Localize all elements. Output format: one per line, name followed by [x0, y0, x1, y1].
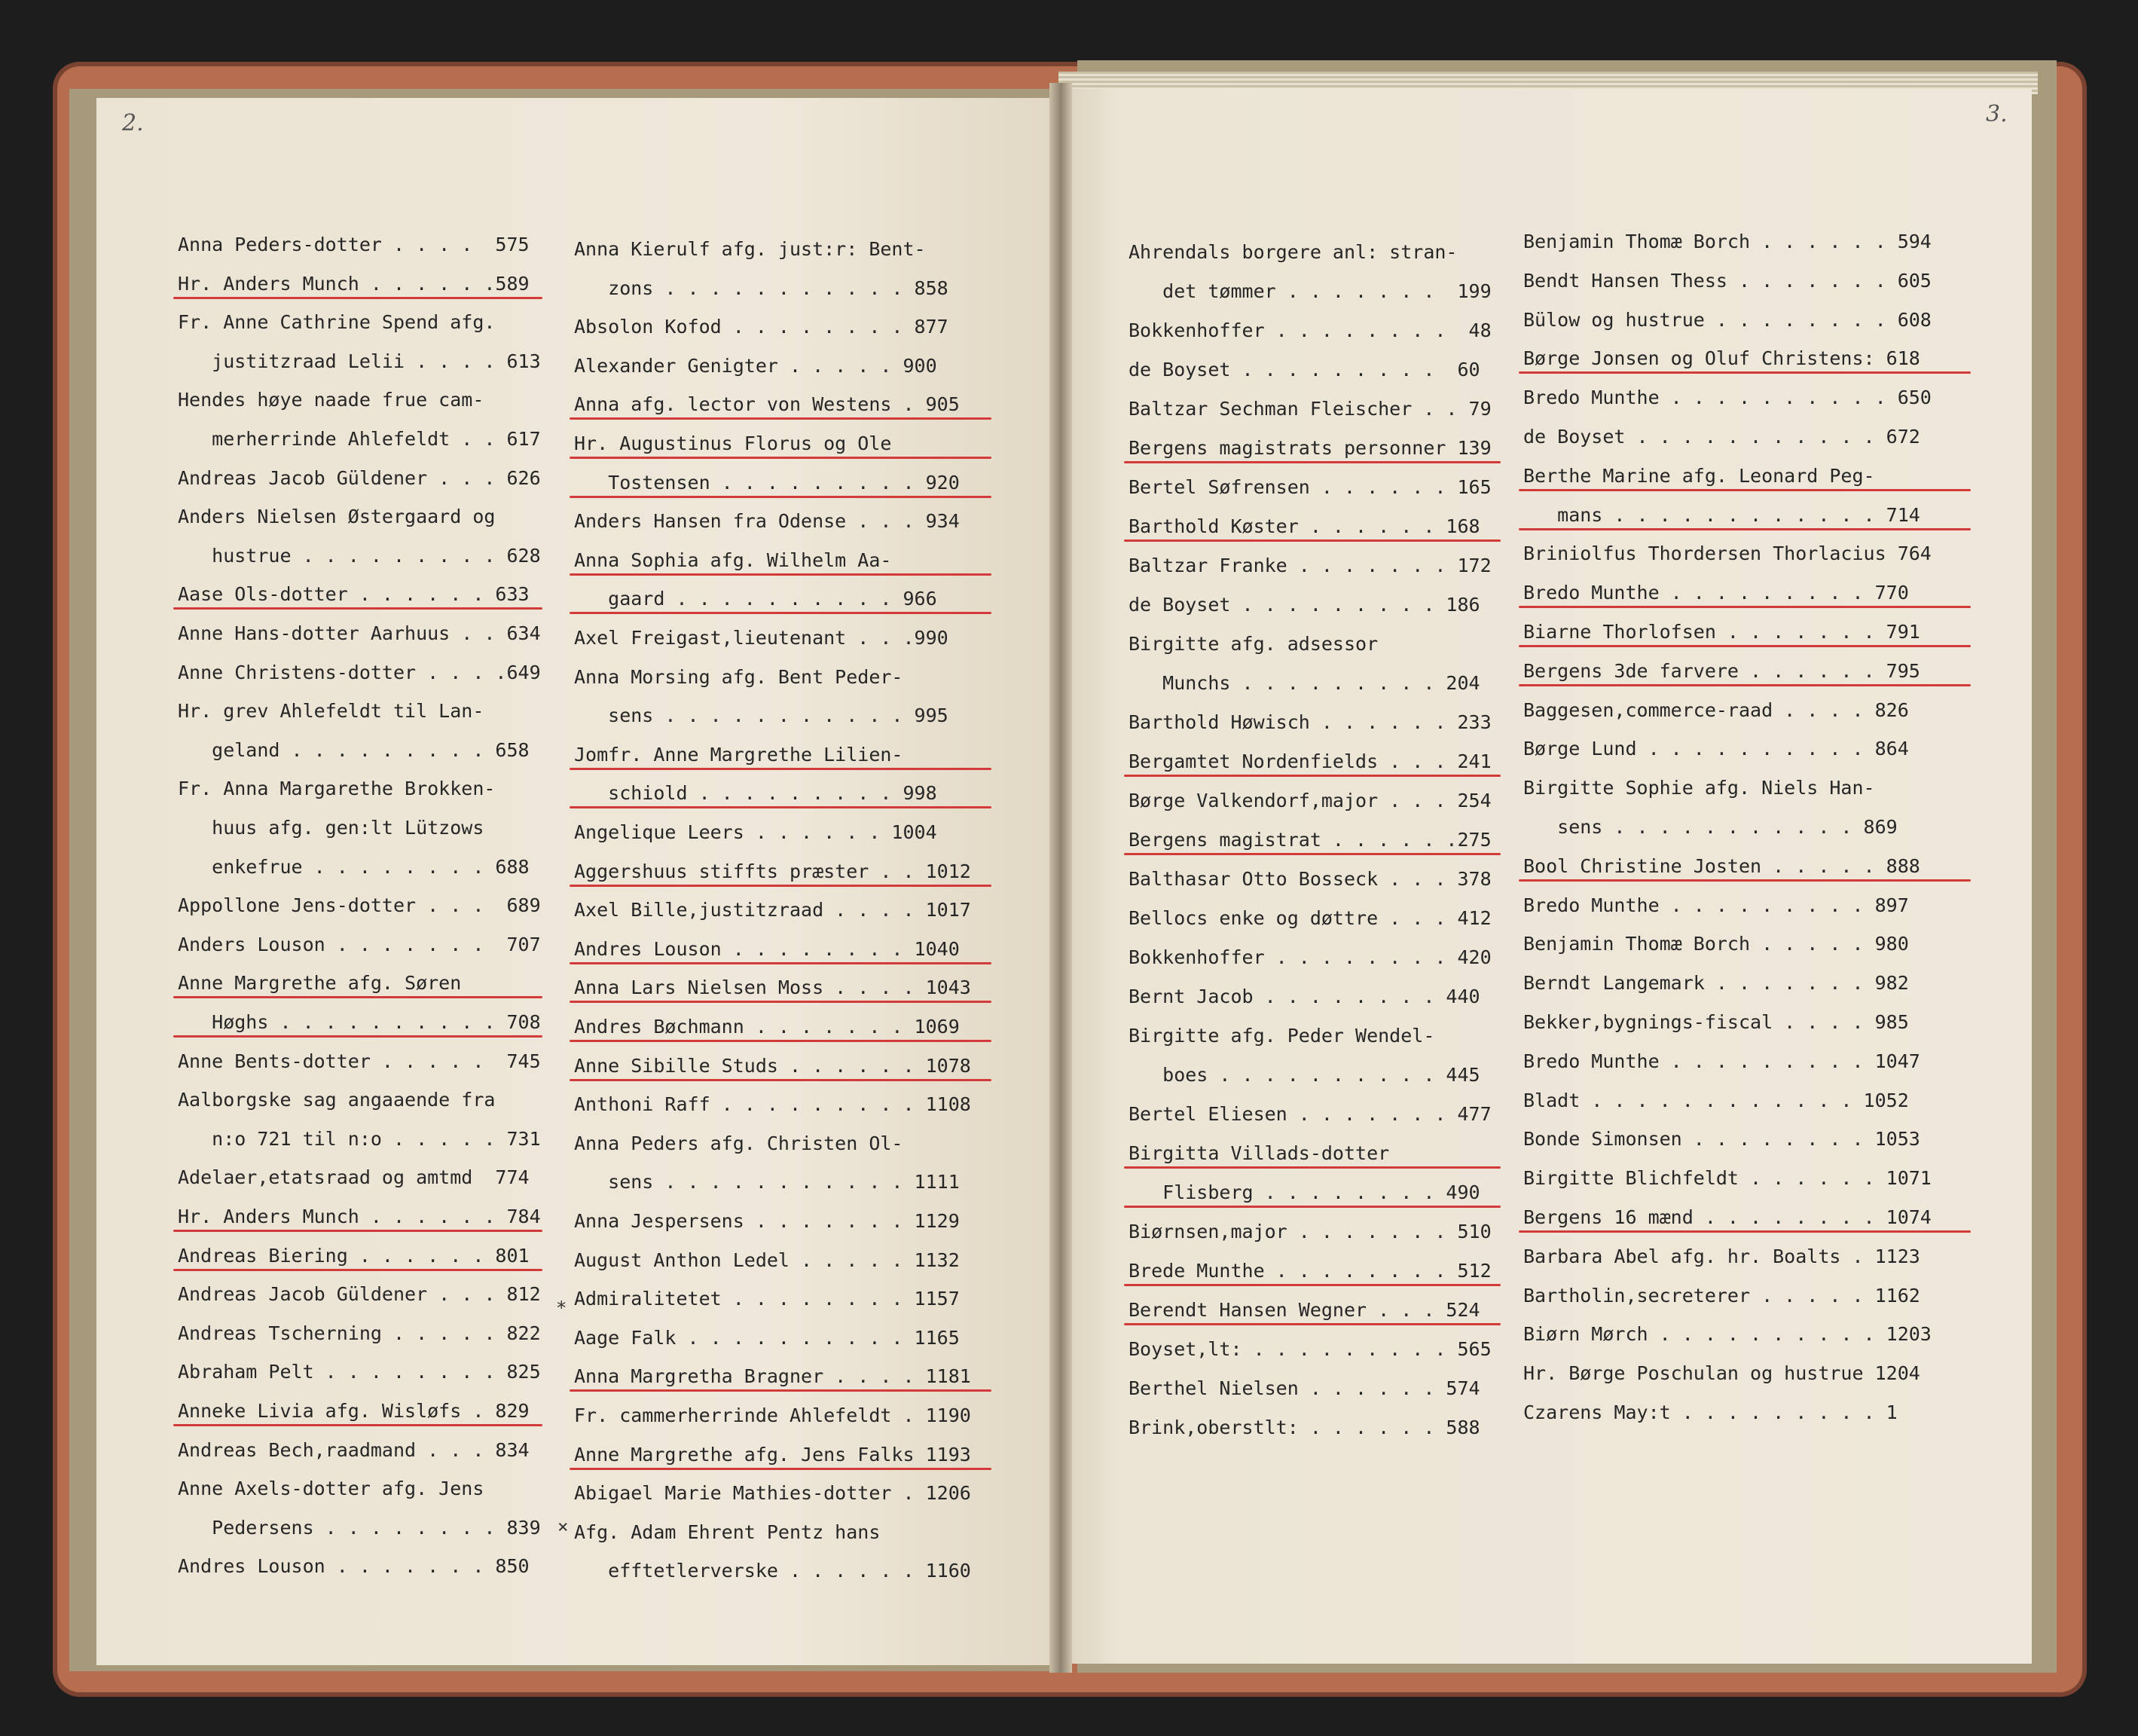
index-entry: Abraham Pelt . . . . . . . . 825 [178, 1361, 541, 1383]
index-entry: Appollone Jens-dotter . . . 689 [178, 894, 541, 917]
index-entry: Børge Jonsen og Oluf Christens: 618 [1523, 347, 1920, 370]
index-entry: Andreas Jacob Güldener . . . 626 [178, 466, 541, 489]
red-underline [570, 1079, 991, 1081]
index-entry: Bredo Munthe . . . . . . . . . 770 [1523, 582, 1909, 604]
index-entry: Andres Louson . . . . . . . . 1040 [574, 937, 960, 960]
red-underline [1124, 1284, 1501, 1286]
red-underline [1519, 879, 1971, 882]
red-underline [1124, 1323, 1501, 1325]
red-underline [570, 768, 991, 770]
index-entry: Absolon Kofod . . . . . . . . 877 [574, 316, 948, 338]
index-entry: merherrinde Ahlefeldt . . 617 [178, 428, 541, 450]
index-entry: Hr. Anders Munch . . . . . .589 [178, 272, 530, 295]
index-entry: gaard . . . . . . . . . . 966 [574, 588, 937, 610]
index-entry: Birgitte afg. adsessor [1129, 633, 1379, 655]
index-entry: Bernt Jacob . . . . . . . . 440 [1129, 986, 1480, 1007]
right-page-number: 3. [1986, 101, 2008, 127]
red-underline [570, 457, 991, 459]
red-underline [570, 1040, 991, 1042]
index-entry: Anna Morsing afg. Bent Peder- [574, 665, 903, 688]
index-entry: sens . . . . . . . . . . . 995 [574, 704, 948, 727]
index-entry: Brede Munthe . . . . . . . . 512 [1129, 1260, 1492, 1282]
red-underline [1519, 606, 1971, 608]
index-entry: Alexander Genigter . . . . . 900 [574, 354, 937, 377]
index-entry: Baltzar Franke . . . . . . . 172 [1129, 555, 1492, 576]
index-entry: Balthasar Otto Bosseck . . . 378 [1129, 868, 1492, 890]
index-entry: Bergens magistrats personner 139 [1129, 437, 1492, 459]
index-entry: Bool Christine Josten . . . . . 888 [1523, 854, 1920, 877]
index-entry: Czarens May:t . . . . . . . . . 1 [1523, 1401, 1898, 1423]
index-entry: Abigael Marie Mathies-dotter . 1206 [574, 1482, 971, 1505]
red-underline [173, 1230, 542, 1232]
red-underline [570, 806, 991, 808]
red-underline [1124, 539, 1501, 542]
index-entry: Anne Sibille Studs . . . . . . 1078 [574, 1054, 971, 1077]
index-entry: Barbara Abel afg. hr. Boalts . 1123 [1523, 1245, 1920, 1267]
index-entry: Bergens 16 mænd . . . . . . . . 1074 [1523, 1206, 1932, 1228]
index-entry: Anders Louson . . . . . . . 707 [178, 933, 541, 955]
index-entry: Bredo Munthe . . . . . . . . . 897 [1523, 894, 1909, 916]
index-entry: Andreas Biering . . . . . . 801 [178, 1244, 530, 1267]
index-entry: Aalborgske sag angaaende fra [178, 1089, 496, 1111]
red-underline [1519, 528, 1971, 530]
index-entry: Hr. Anders Munch . . . . . . 784 [178, 1206, 541, 1227]
index-entry: Anna Margretha Bragner . . . . 1181 [574, 1365, 971, 1388]
index-entry: Admiralitetet . . . . . . . . 1157 [574, 1288, 960, 1310]
index-entry: boes . . . . . . . . . . 445 [1129, 1064, 1480, 1086]
index-entry: Hr. Augustinus Florus og Ole [574, 432, 892, 454]
index-entry: Afg. Adam Ehrent Pentz hans [574, 1521, 881, 1543]
red-underline [173, 1424, 542, 1426]
index-entry: Andres Louson . . . . . . . 850 [178, 1555, 530, 1578]
index-entry: Birgitte Sophie afg. Niels Han- [1523, 777, 1875, 799]
index-entry: de Boyset . . . . . . . . . 186 [1129, 594, 1480, 616]
index-entry: geland . . . . . . . . . 658 [178, 738, 530, 761]
red-underline [1519, 645, 1971, 647]
index-entry: Birgitta Villads-dotter [1129, 1142, 1390, 1164]
red-underline [1124, 775, 1501, 777]
index-entry: Anne Margrethe afg. Søren [178, 972, 462, 995]
index-entry: Flisberg . . . . . . . . 490 [1129, 1181, 1480, 1203]
index-entry: Bertel Eliesen . . . . . . . 477 [1129, 1103, 1492, 1125]
index-entry: Biørnsen,major . . . . . . . 510 [1129, 1221, 1492, 1242]
index-entry: Bergens magistrat . . . . . .275 [1129, 829, 1492, 851]
index-entry: Bokkenhoffer . . . . . . . . 48 [1129, 319, 1492, 341]
index-entry: Aase Ols-dotter . . . . . . 633 [178, 583, 530, 606]
index-entry: Ahrendals borgere anl: stran- [1129, 241, 1458, 263]
index-entry: Anne Christens-dotter . . . .649 [178, 661, 541, 683]
index-entry: Bartholin,secreterer . . . . . 1162 [1523, 1284, 1920, 1307]
index-entry: justitzraad Lelii . . . . 613 [178, 350, 541, 372]
index-entry: Barthold Høwisch . . . . . . 233 [1129, 711, 1492, 733]
index-entry: Anne Hans-dotter Aarhuus . . 634 [178, 622, 541, 644]
index-entry: Fr. Anne Cathrine Spend afg. [178, 311, 496, 334]
left-page-number: 2. [122, 110, 144, 136]
red-underline [1519, 684, 1971, 686]
index-entry: Benjamin Thomæ Borch . . . . . 980 [1523, 933, 1909, 955]
index-entry: Andreas Bech,raadmand . . . 834 [178, 1438, 530, 1461]
index-entry: schiold . . . . . . . . . 998 [574, 782, 937, 805]
index-entry: Baggesen,commerce-raad . . . . 826 [1523, 698, 1909, 721]
index-entry: Anna Peders afg. Christen Ol- [574, 1132, 903, 1154]
index-entry: Tostensen . . . . . . . . . 920 [574, 471, 960, 494]
index-entry: Anna Lars Nielsen Moss . . . . 1043 [574, 976, 971, 999]
index-entry: efftetlerverske . . . . . . 1160 [574, 1560, 971, 1582]
index-entry: huus afg. gen:lt Lützows [178, 817, 484, 839]
index-entry: Berthel Nielsen . . . . . . 574 [1129, 1377, 1480, 1399]
index-entry: Anna afg. lector von Westens . 905 [574, 393, 960, 416]
index-entry: Bergens 3de farvere . . . . . . 795 [1523, 659, 1920, 682]
book-gutter [1049, 83, 1072, 1673]
red-underline [570, 612, 991, 614]
index-entry: Birgitte afg. Peder Wendel- [1129, 1025, 1435, 1047]
index-entry: det tømmer . . . . . . . 199 [1129, 280, 1492, 302]
index-entry: Bendt Hansen Thess . . . . . . . 605 [1523, 269, 1932, 292]
index-entry: Benjamin Thomæ Borch . . . . . . 594 [1523, 231, 1932, 252]
red-underline [1519, 1230, 1971, 1233]
index-entry: Aage Falk . . . . . . . . . . 1165 [574, 1326, 960, 1349]
index-entry: Berndt Langemark . . . . . . . 982 [1523, 972, 1909, 995]
index-entry: Andreas Tscherning . . . . . 822 [178, 1322, 541, 1344]
index-entry: Bellocs enke og døttre . . . 412 [1129, 907, 1492, 929]
index-entry: Bergamtet Nordenfields . . . 241 [1129, 750, 1492, 772]
index-entry: Fr. cammerherrinde Ahlefeldt . 1190 [574, 1404, 971, 1426]
index-entry: Fr. Anna Margarethe Brokken- [178, 778, 496, 800]
index-entry: August Anthon Ledel . . . . . 1132 [574, 1249, 960, 1271]
index-entry: Bekker,bygnings-fiscal . . . . 985 [1523, 1011, 1909, 1033]
index-entry: Bredo Munthe . . . . . . . . . . 650 [1523, 387, 1932, 409]
index-entry: sens . . . . . . . . . . . 1111 [574, 1171, 960, 1194]
index-entry: Anna Peders-dotter . . . . 575 [178, 234, 530, 255]
index-entry: de Boyset . . . . . . . . . 60 [1129, 359, 1480, 381]
index-entry: Hr. grev Ahlefeldt til Lan- [178, 700, 484, 723]
index-entry: Briniolfus Thordersen Thorlacius 764 [1523, 542, 1932, 565]
red-underline [173, 297, 542, 299]
index-entry: enkefrue . . . . . . . . 688 [178, 855, 530, 878]
index-entry: Boyset,lt: . . . . . . . . . 565 [1129, 1338, 1492, 1360]
index-entry: Baltzar Sechman Fleischer . . 79 [1129, 398, 1492, 420]
red-underline [1519, 489, 1971, 491]
index-entry: Bokkenhoffer . . . . . . . . 420 [1129, 946, 1492, 968]
red-underline [1124, 853, 1501, 855]
index-entry: Bülow og hustrue . . . . . . . . 608 [1523, 308, 1932, 331]
index-entry: Høghs . . . . . . . . . . 708 [178, 1011, 541, 1033]
red-underline [570, 1001, 991, 1003]
cross-mark: × [557, 1516, 569, 1537]
index-entry: Berthe Marine afg. Leonard Peg- [1523, 464, 1875, 487]
index-entry: Aggershuus stiffts præster . . 1012 [574, 860, 971, 882]
index-entry: Barthold Køster . . . . . . 168 [1129, 515, 1480, 537]
index-entry: Bladt . . . . . . . . . . . . 1052 [1523, 1089, 1909, 1111]
index-entry: Axel Bille,justitzraad . . . . 1017 [574, 899, 971, 921]
index-entry: Biørn Mørch . . . . . . . . . . 1203 [1523, 1323, 1932, 1346]
red-underline [1124, 1206, 1501, 1208]
index-entry: Brink,oberstlt: . . . . . . 588 [1129, 1417, 1480, 1438]
index-entry: Birgitte Blichfeldt . . . . . . 1071 [1523, 1167, 1932, 1190]
red-underline [1124, 461, 1501, 463]
index-entry: n:o 721 til n:o . . . . . 731 [178, 1127, 541, 1150]
red-underline [570, 496, 991, 498]
index-entry: Biarne Thorlofsen . . . . . . . 791 [1523, 621, 1920, 643]
red-underline [173, 996, 542, 998]
index-entry: Børge Valkendorf,major . . . 254 [1129, 790, 1492, 811]
index-entry: Axel Freigast,lieutenant . . .990 [574, 627, 948, 649]
index-entry: mans . . . . . . . . . . . . 714 [1523, 503, 1920, 526]
index-entry: Anne Bents-dotter . . . . . 745 [178, 1050, 541, 1072]
index-entry: hustrue . . . . . . . . . 628 [178, 544, 541, 567]
index-entry: sens . . . . . . . . . . . 869 [1523, 816, 1898, 838]
index-entry: Hendes høye naade frue cam- [178, 389, 484, 411]
red-underline [570, 1468, 991, 1470]
index-entry: Hr. Børge Poschulan og hustrue 1204 [1523, 1362, 1920, 1385]
index-entry: Anna Sophia afg. Wilhelm Aa- [574, 549, 892, 571]
asterisk-mark: * [556, 1297, 567, 1319]
red-underline [570, 885, 991, 887]
index-entry: Andres Bøchmann . . . . . . . 1069 [574, 1016, 960, 1038]
red-underline [173, 1035, 542, 1038]
index-entry: Anneke Livia afg. Wisløfs . 829 [178, 1400, 530, 1422]
index-entry: Jomfr. Anne Margrethe Lilien- [574, 743, 903, 766]
index-entry: zons . . . . . . . . . . . 858 [574, 277, 948, 299]
index-entry: Anna Kierulf afg. just:r: Bent- [574, 238, 926, 260]
red-underline [1124, 1166, 1501, 1169]
index-entry: Pedersens . . . . . . . . 839 [178, 1516, 541, 1539]
red-underline [570, 573, 991, 576]
index-entry: Anne Axels-dotter afg. Jens [178, 1478, 484, 1500]
red-underline [570, 417, 991, 420]
index-entry: Bonde Simonsen . . . . . . . . 1053 [1523, 1128, 1920, 1151]
index-entry: Anders Hansen fra Odense . . . 934 [574, 510, 960, 533]
red-underline [570, 962, 991, 964]
index-entry: Bertel Søfrensen . . . . . . 165 [1129, 476, 1492, 498]
index-entry: de Boyset . . . . . . . . . . . 672 [1523, 426, 1920, 448]
red-underline [173, 607, 542, 610]
index-entry: Anne Margrethe afg. Jens Falks 1193 [574, 1443, 971, 1466]
red-underline [570, 1389, 991, 1392]
index-entry: Adelaer,etatsraad og amtmd 774 [178, 1166, 530, 1189]
index-entry: Angelique Leers . . . . . . 1004 [574, 821, 937, 843]
index-entry: Anders Nielsen Østergaard og [178, 506, 496, 528]
red-underline [173, 1269, 542, 1271]
index-entry: Munchs . . . . . . . . . 204 [1129, 672, 1480, 694]
index-entry: Berendt Hansen Wegner . . . 524 [1129, 1299, 1480, 1321]
index-entry: Andreas Jacob Güldener . . . 812 [178, 1283, 541, 1306]
index-entry: Bredo Munthe . . . . . . . . . 1047 [1523, 1050, 1920, 1072]
index-entry: Børge Lund . . . . . . . . . . 864 [1523, 738, 1909, 760]
index-entry: Anna Jespersens . . . . . . . 1129 [574, 1210, 960, 1232]
red-underline [1519, 371, 1971, 374]
index-entry: Anthoni Raff . . . . . . . . . 1108 [574, 1093, 971, 1116]
